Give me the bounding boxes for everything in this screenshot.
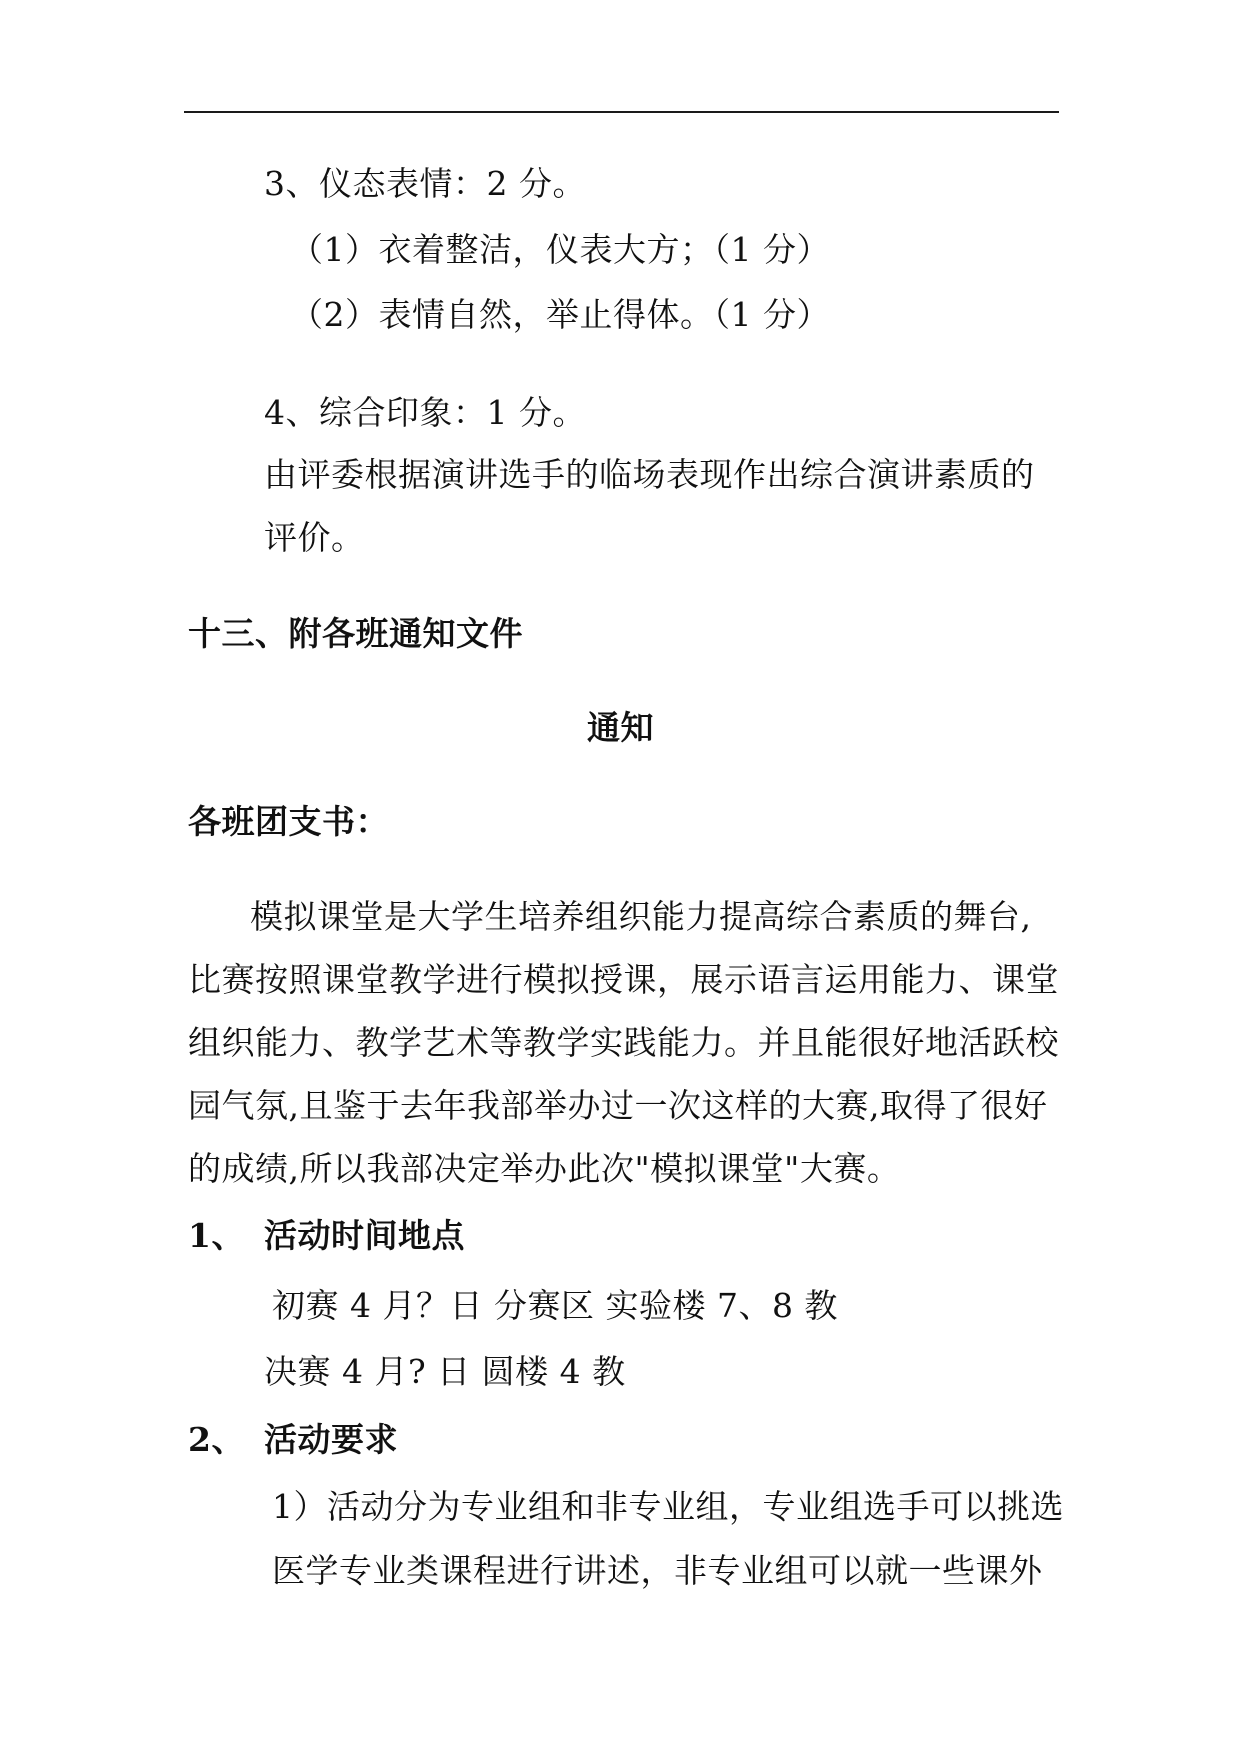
notice-salutation: 各班团支书：	[188, 802, 389, 841]
heading-13: 十三、附各班通知文件	[188, 614, 523, 653]
item-1-prelim: 初赛 4 月？日 分赛区 实验楼 7、8 教	[272, 1286, 838, 1325]
notice-body-line-4: 园气氛,且鉴于去年我部举办过一次这样的大赛,取得了很好	[188, 1086, 1048, 1125]
section-4-title: 4、综合印象：1 分。	[264, 393, 586, 432]
notice-body-line-2: 比赛按照课堂教学进行模拟授课，展示语言运用能力、课堂	[188, 960, 1059, 999]
section-3-item-2: （2）表情自然，举止得体。（1 分）	[290, 295, 830, 334]
section-4-desc-line-2: 评价。	[264, 518, 365, 557]
item-2-title: 活动要求	[264, 1420, 398, 1459]
item-2-req-1-line-1: 1）活动分为专业组和非专业组，专业组选手可以挑选	[272, 1487, 1064, 1526]
notice-title: 通知	[587, 708, 654, 747]
item-1-title: 活动时间地点	[264, 1216, 465, 1255]
section-4-desc-line-1: 由评委根据演讲选手的临场表现作出综合演讲素质的	[264, 455, 1035, 494]
item-1-final: 决赛 4 月? 日 圆楼 4 教	[264, 1352, 626, 1391]
notice-body-line-1: 模拟课堂是大学生培养组织能力提高综合素质的舞台,	[250, 897, 1032, 936]
section-3-title: 3、仪态表情：2 分。	[264, 164, 586, 203]
item-2-req-1-line-2: 医学专业类课程进行讲述，非专业组可以就一些课外	[272, 1551, 1043, 1590]
notice-body-line-3: 组织能力、教学艺术等教学实践能力。并且能很好地活跃校	[188, 1023, 1059, 1062]
item-2-number: 2、	[188, 1420, 245, 1459]
header-rule	[184, 111, 1059, 113]
notice-body-line-5: 的成绩,所以我部决定举办此次"模拟课堂"大赛。	[188, 1149, 901, 1188]
item-1-number: 1、	[188, 1216, 245, 1255]
section-3-item-1: （1）衣着整洁，仪表大方；（1 分）	[290, 230, 830, 269]
